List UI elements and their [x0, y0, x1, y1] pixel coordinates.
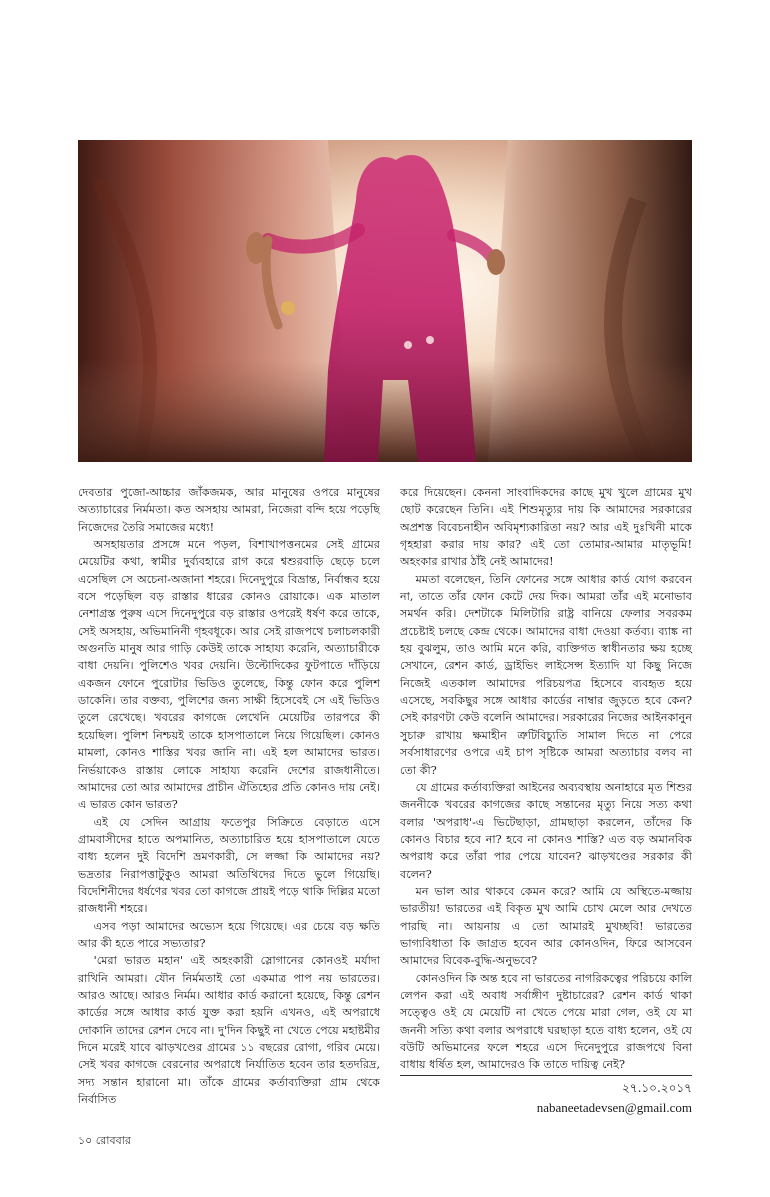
- article-date: ২৭.১০.২০১৭: [621, 1081, 692, 1095]
- article-paragraph: এসব পড়া আমাদের অভ্যেস হয়ে গিয়েছে। এর চেয়ে বড় ক্ষতি আর কী হতে পারে সভ্যতার?: [78, 919, 380, 950]
- author-email[interactable]: nabaneetadevsen@gmail.com: [536, 1100, 692, 1115]
- photo-woman-in-pink-veil: [78, 140, 692, 462]
- article-column-right: [400, 484, 692, 1074]
- page-number: ১০: [78, 1134, 93, 1147]
- signature-divider: [400, 1075, 692, 1076]
- article-paragraph: এই যে সেদিন আগ্রায় ফতেপুর সিক্রিতে বেড়াতে এসে গ্রামবাসীদের হাতে অপমানিত, অত্যাচারিত হয়ে হাসপাতালে যেতে বাধ্য হলেন দুই বিদেশি ভ্রমণকারী, সে লজ্জা কি আমাদের নয়? ভদ্রতার নিরাপত্তাটুকুও আমরা অতিথিদের দিতে ভুলে গিয়েছি। বিদেশিনীদের ধর্ষণের খবর তো কাগজে প্রায়ই পড়ে থাকি দিল্লির মতো রাজধানী শহরে।: [78, 815, 380, 916]
- article-paragraph: দেবতার পুজো-আচ্চার জাঁকজমক, আর মানুষের ওপরে মানুষের অত্যাচারের নির্মমতা। কত অসহায় আমরা, নিজেরা বন্দি হয়ে পড়েছি নিজেদের তৈরি সমাজের মধ্যে!: [78, 486, 380, 534]
- article-paragraph: মমতা বলেছেন, তিনি ফোনের সঙ্গে আধার কার্ড যোগ করবেন না, তাতে তাঁর ফোন কেটে দেয় দিক। আমরা তাঁর এই মনোভাব সমর্থন করি। দেশটাকে মিলিটারি রাষ্ট্র বানিয়ে ফেলার সবরকম প্রচেষ্টাই চলছে কেন্দ্র থেকে। আমাদের বাধা দেওয়া কর্তব্য। ব্যাঙ্ক না হয় বুঝলুম, তাও আমি মনে করি, ব্যক্তিগত স্বাধীনতার ক্ষয় হচ্ছে সেখানে, রেশন কার্ড, ড্রাইভিং লাইসেন্স ইত্যাদি যা কিছু নিজে নিজেই এতকাল আমাদের পরিচয়পত্র হিসেবে ব্যবহৃত হয়ে এসেছে, সবকিছুর সঙ্গে আধার কার্ডের নাম্বার জুড়তে হবে কেন? সেই কারণটা কেউ বলেনি আমাদের। সরকারের নিজের আইনকানুন সুচারু রাখায় ক্ষমাহীন ত্রুটিবিচ্যুতি সামাল দিতে না পেরে সর্বসাধারণের ওপরে এই চাপ সৃষ্টিকে আমরা অত্যাচার বলব না তো কী?: [400, 572, 692, 777]
- article-paragraph: যে গ্রামের কর্তাব্যক্তিরা আইনের অব্যবস্থায় অনাহারে মৃত শিশুর জননীকে খবরের কাগজের কাছে সন্তানের মৃত্যু নিয়ে সত্য কথা বলার 'অপরাধ'-এ ভিটেছাড়া, গ্রামছাড়া করলেন, তাঁদের কি কোনও বিচার হবে না? হবে না কোনও শাস্তি? এত বড় অমানবিক অপরাধ করে তাঁরা পার পেয়ে যাবেন? ঝাড়খণ্ডের সরকার কী বলেন?: [400, 780, 692, 881]
- article-paragraph: মন ভাল আর থাকবে কেমন করে? আমি যে অস্থিতে-মজ্জায় ভারতীয়! ভারতের এই বিকৃত মুখ আমি চোখ মেলে আর দেখতে পারছি না। আয়নায় এ তো আমারই মুখচ্ছবি! ভারতের ভাগ্যবিধাতা কি জাগ্রত হবেন আর কোনওদিন, ফিরে আসবেন আমাদের বিবেক-বুদ্ধি-অনুভবে?: [400, 884, 692, 968]
- article-paragraph: করে দিয়েছেন। কেননা সাংবাদিকদের কাছে মুখ খুলে গ্রামের মুখ ছোট করেছেন তিনি। এই শিশুমৃত্যুর দায় কি আমাদের সরকারের অপ্রশস্ত বিবেচনাহীন অবিমৃশ্যকারিতা নয়? আর এই দুঃখিনী মাকে গৃহহারা করার দায় কার? এই তো তোমার-আমার মাতৃভূমি! অহংকার রাখার ঠাঁই নেই আমাদের!: [400, 486, 692, 569]
- article-column-left: [78, 484, 380, 1108]
- page-folio: [78, 1132, 131, 1151]
- article-paragraph: অসহায়তার প্রসঙ্গে মনে পড়ল, বিশাখাপত্তনমের সেই গ্রামের মেয়েটির কথা, স্বামীর দুর্ব্যবহারে রাগ করে শ্বশুরবাড়ি ছেড়ে চলে এসেছিল সে অচেনা-অজানা শহরে। দিনেদুপুরে বিভ্রান্ত, নির্বান্ধব হয়ে বসে পড়েছিল বড় রাস্তার ধারের কোনও রোয়াকে। এক মাতাল নেশাগ্রস্ত পুরুষ এসে দিনেদুপুরে বড় রাস্তার ওপরেই ধর্ষণ করে তাকে, সেই অসহায়, অভিমানিনী গৃহবধূকে। আর সেই রাজপথে চলাচলকারী অগুনতি মানুষ আর গাড়ি কেউই তাকে সাহায্য করেনি, অত্যাচারীকে বাধা দেয়নি। পুলিশেও খবর দেয়নি। উল্টোদিকের ফুটপাতে দাঁড়িয়ে একজন ফোনে পুরোটার ভিডিও তুলেছে, কিন্তু ফোন করে পুলিশ ডাকেনি। তার বক্তব্য, পুলিশের জন্য সাক্ষী হিসেবেই সে এই ভিডিও তুলে রেখেছে। খবরের কাগজে লেখেনি মেয়েটির তারপরে কী হয়েছিল। পুলিশ নিশ্চয়ই তাকে হাসপাতালে নিয়ে গিয়েছিল। কোনও মামলা, কোনও শাস্তির খবর জানি না। এই হল আমাদের ভারত। নির্ভয়াকেও রাস্তায় লোকে সাহায্য করেনি দেশের রাজধানীতে। আমাদের তো আর আমাদের প্রাচীন ঐতিহ্যের প্রতি কোনও দায় নেই। এ ভারত কোন ভারত?: [78, 538, 380, 812]
- article-paragraph: কোনওদিন কি অন্ত হবে না ভারতের নাগরিকত্বের পরিচয়ে কালি লেপন করা এই অবাধ সর্বাঙ্গীণ দুষ্টাচারের? রেশন কার্ড থাকা সত্ত্বেও ওই যে মেয়েটি না খেতে পেয়ে মারা গেল, ওই যে মা জননী সত্যি কথা বলার অপরাধে ঘরছাড়া হতে বাধ্য হলেন, ওই যে বউটি অভিমানের ফলে শহরে এসে দিনেদুপুরে রাজপথে বিনা বাধায় ধর্ষিত হল, আমাদেরও কি তাতে দায়িত্ব নেই?: [400, 971, 692, 1072]
- feature-photo: [78, 140, 692, 462]
- article-paragraph: 'মেরা ভারত মহান' এই অহংকারী স্লোগানের কোনওই মর্যাদা রাখিনি আমরা। যৌন নির্মমতাই তো একমাত্র পাপ নয় ভারতের। আরও আছে। আরও নির্মম। আধার কার্ড করানো হয়েছে, কিন্তু রেশন কার্ডের সঙ্গে আধার কার্ড যুক্ত করা হয়নি এখনও, এই অপরাধে দোকানি তাদের রেশন দেবে না। দু'দিন কিছুই না খেতে পেয়ে মহাষ্টমীর দিনে মরেই যাবে ঝাড়খণ্ডের গ্রামের ১১ বছরের রোগা, গরিব মেয়ে। সেই খবর কাগজে বেরনোর অপরাধে নির্যাতিত হবেন তার হতদরিদ্র, সদ্য সন্তান হারানো মা। তাঁকে গ্রামের কর্তাব্যক্তিরা গ্রাম থেকে নির্বাসিত: [78, 954, 380, 1107]
- section-name: রোববার: [95, 1134, 131, 1147]
